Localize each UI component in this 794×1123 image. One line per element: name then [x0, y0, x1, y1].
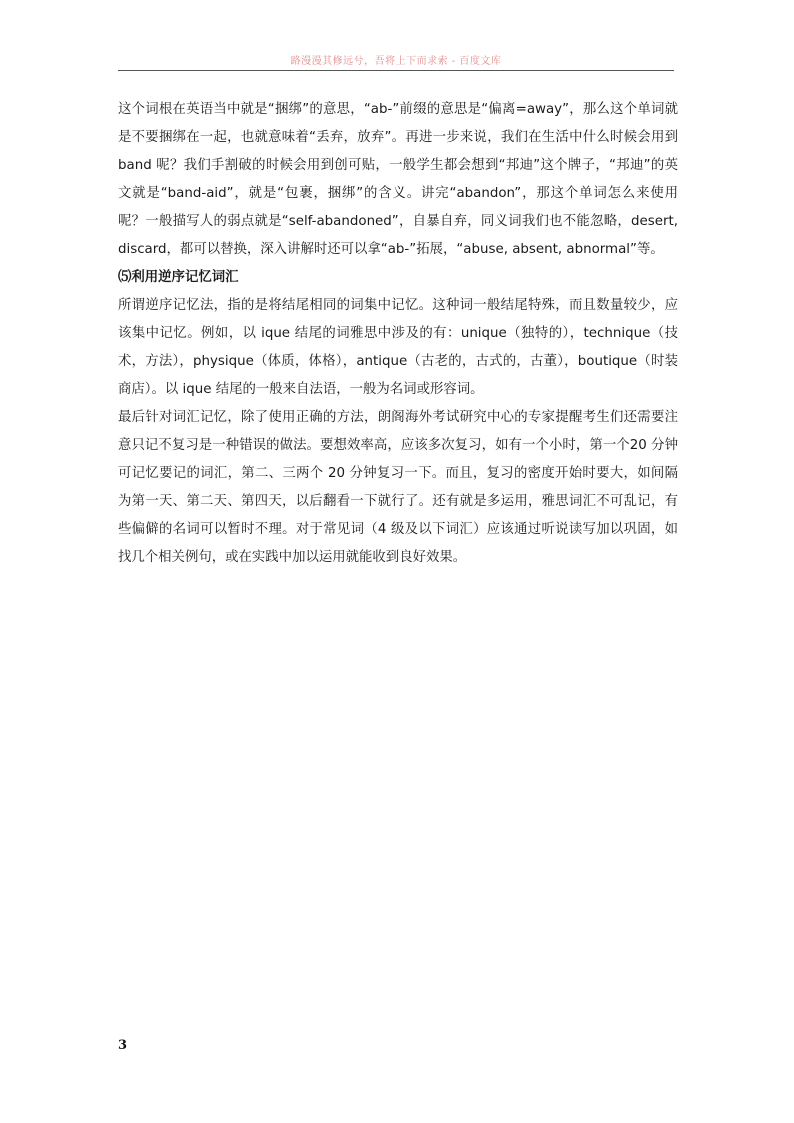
paragraph-review-advice: 最后针对词汇记忆，除了使用正确的方法，朗阁海外考试研究中心的专家提醒考生们还需要注意只记不复习是一种错误的做法。要想效率高，应该多次复习，如有一个小时，第一个20 分钟可记忆要记的词汇，第二、三两个 20 分钟复习一下。而且，复习的密度开始时要大，如间隔为第一天、第二天、第四天，以后翻看一下就行了。还有就是多运用，雅思词汇不可乱记，有些偏僻的名词可以暂时不理。对于常见词（4 级及以下词汇）应该通过听说读写加以巩固，如找几个相关例句，或在实践中加以运用就能收到良好效果。	[118, 410, 678, 565]
header-divider	[118, 70, 674, 71]
document-body	[118, 96, 678, 572]
page-header-tagline: 路漫漫其修远兮，吾将上下而求索 - 百度文库	[290, 56, 502, 67]
section-heading-reverse-memory: ⑸利用逆序记忆词汇	[118, 270, 239, 285]
page-number: 3	[118, 1038, 128, 1053]
paragraph-band-explanation: 这个词根在英语当中就是“捆绑”的意思，“ab-”前缀的意思是“偏离=away”，那么这个单词就是不要捆绑在一起，也就意味着“丢弃，放弃”。再进一步来说，我们在生活中什么时候会用到 band 呢？我们手割破的时候会用到创可贴，一般学生都会想到“邦迪”这个牌子，“邦迪”的英文就是“band-aid”，就是“包裹，捆绑”的含义。讲完“abandon”，那这个单词怎么来使用呢？一般描写人的弱点就是“self-abandoned”，自暴自弃，同义词我们也不能忽略，desert, discard，都可以替换，深入讲解时还可以拿“ab-”拓展，“abuse, absent, abnormal”等。	[118, 102, 678, 257]
paragraph-reverse-memory: 所谓逆序记忆法，指的是将结尾相同的词集中记忆。这种词一般结尾特殊，而且数量较少，应该集中记忆。例如，以 ique 结尾的词雅思中涉及的有：unique（独特的），technique（技术，方法），physique（体质，体格），antique（古老的，古式的，古董），boutique（时装商店）。以 ique 结尾的一般来自法语，一般为名词或形容词。	[118, 298, 678, 397]
